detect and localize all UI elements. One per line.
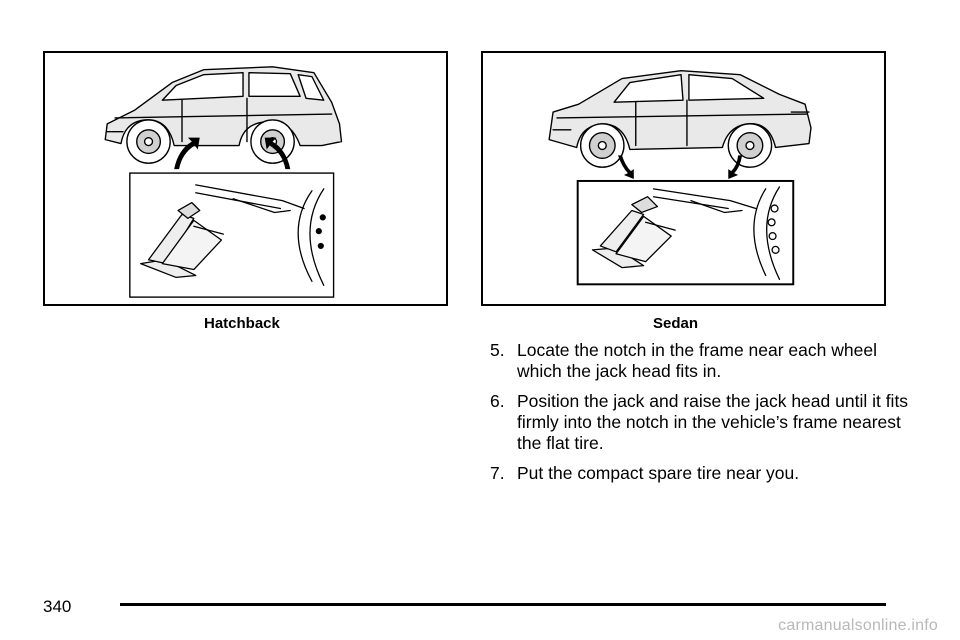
- step-text: Locate the notch in the frame near each wheel which the jack head fits in.: [517, 340, 877, 381]
- step-item: [490, 463, 910, 484]
- step-item: [490, 340, 910, 382]
- step-item: [490, 391, 910, 454]
- step-number: 6.: [490, 391, 505, 411]
- step-text: Position the jack and raise the jack head until it fits firmly into the notch in the vehicle’s frame nearest the flat tire.: [517, 391, 909, 453]
- hatchback-figure: [43, 51, 448, 306]
- sedan-figure: [481, 51, 886, 306]
- page-number: 340: [43, 597, 72, 616]
- footer-divider: [120, 603, 886, 606]
- hatchback-caption: Hatchback: [204, 315, 280, 332]
- step-number: 7.: [490, 463, 505, 483]
- sedan-caption: Sedan: [653, 315, 699, 332]
- step-number: 5.: [490, 340, 505, 360]
- step-text: Put the compact spare tire near you.: [517, 463, 800, 483]
- sedan-jack-location-illustration: [483, 53, 884, 304]
- instruction-steps: [490, 340, 910, 493]
- watermark: carmanualsonline.info: [778, 617, 938, 634]
- hatchback-jack-location-illustration: [45, 53, 446, 304]
